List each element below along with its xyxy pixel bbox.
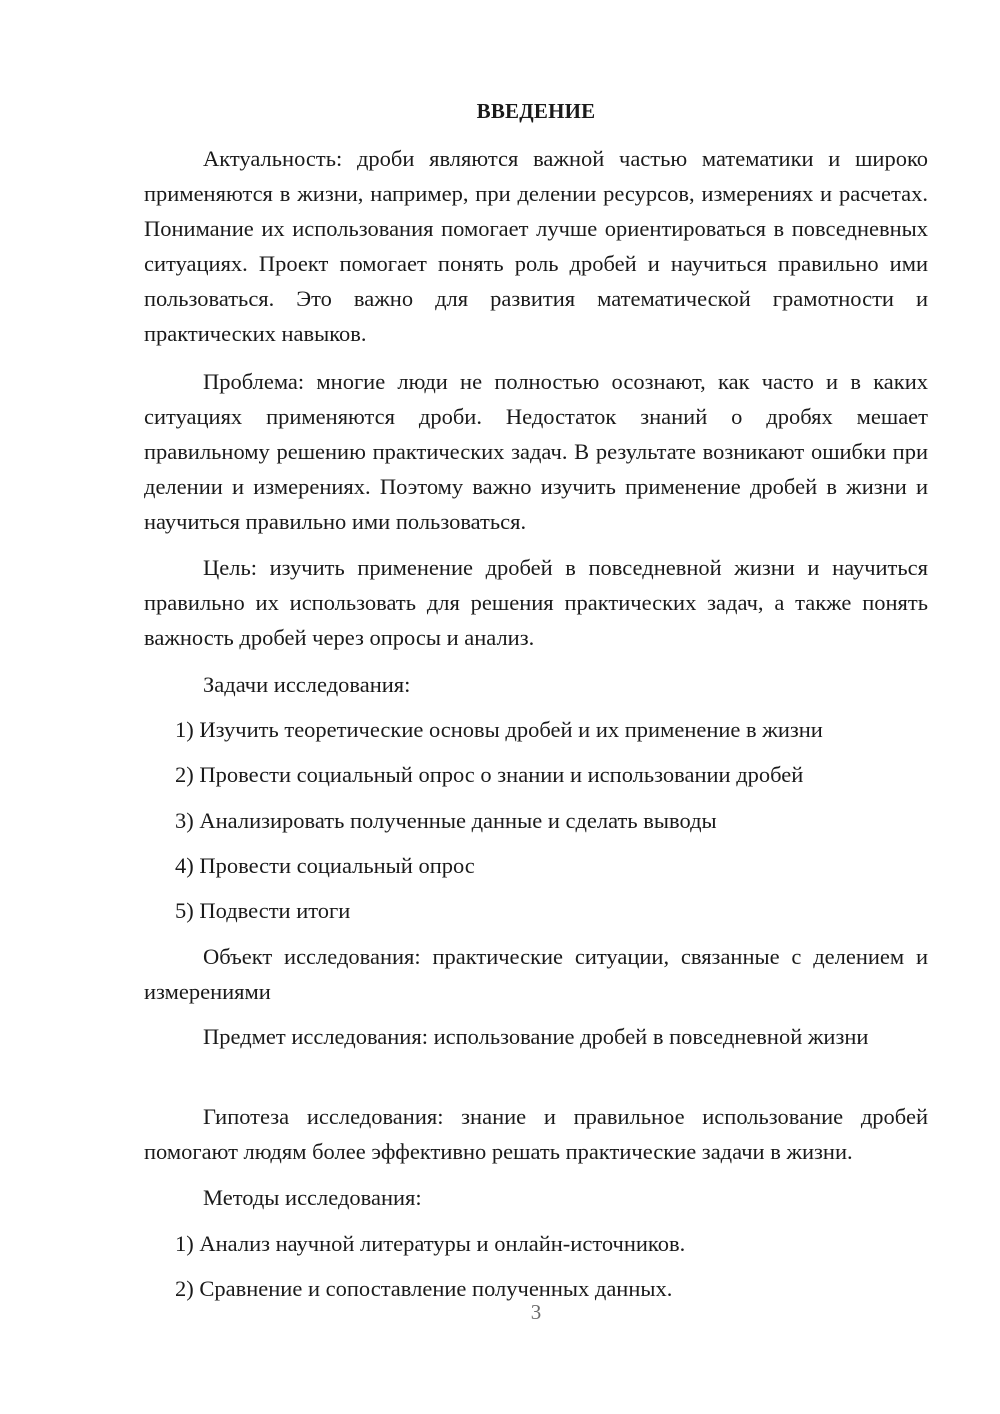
list-item: 1) Анализ научной литературы и онлайн-источников.: [175, 1231, 686, 1256]
list-item: 1) Изучить теоретические основы дробей и их применение в жизни: [175, 717, 823, 742]
list-item: 2) Провести социальный опрос о знании и использовании дробей: [175, 762, 804, 787]
list-item: 3) Анализировать полученные данные и сделать выводы: [175, 808, 717, 833]
paragraph-problem: Проблема: многие люди не полностью осознают, как часто и в каких ситуациях применяются дроби. Недостаток знаний о дробях мешает правильному решению практических задач. В результате возникают ошибки при делении и измерениях. Поэтому важно изучить применение дробей в жизни и научиться правильно ими пользоваться.: [144, 369, 928, 534]
paragraph-hypothesis: Гипотеза исследования: знание и правильное использование дробей помогают людям более эффективно решать практические задачи в жизни.: [144, 1104, 928, 1164]
paragraph-relevance: Актуальность: дроби являются важной частью математики и широко применяются в жизни, например, при делении ресурсов, измерениях и расчетах. Понимание их использования помогает лучше ориентироваться в повседневных ситуациях. Проект помогает понять роль дробей и научиться правильно ими пользоваться. Это важно для развития математической грамотности и практических навыков.: [144, 146, 928, 346]
paragraph-subject: Предмет исследования: использование дробей в повседневной жизни: [203, 1024, 869, 1049]
list-item: 4) Провести социальный опрос: [175, 853, 475, 878]
list-item: 2) Сравнение и сопоставление полученных данных.: [175, 1276, 673, 1301]
methods-heading: Методы исследования:: [203, 1185, 422, 1210]
list-item: 5) Подвести итоги: [175, 898, 351, 923]
tasks-heading: Задачи исследования:: [203, 672, 411, 697]
page-title: ВВЕДЕНИЕ: [476, 99, 596, 123]
paragraph-object: Объект исследования: практические ситуации, связанные с делением и измерениями: [144, 944, 928, 1004]
page-number: 3: [530, 1300, 542, 1324]
paragraph-goal: Цель: изучить применение дробей в повседневной жизни и научиться правильно их использовать для решения практических задач, а также понять важность дробей через опросы и анализ.: [144, 555, 928, 650]
